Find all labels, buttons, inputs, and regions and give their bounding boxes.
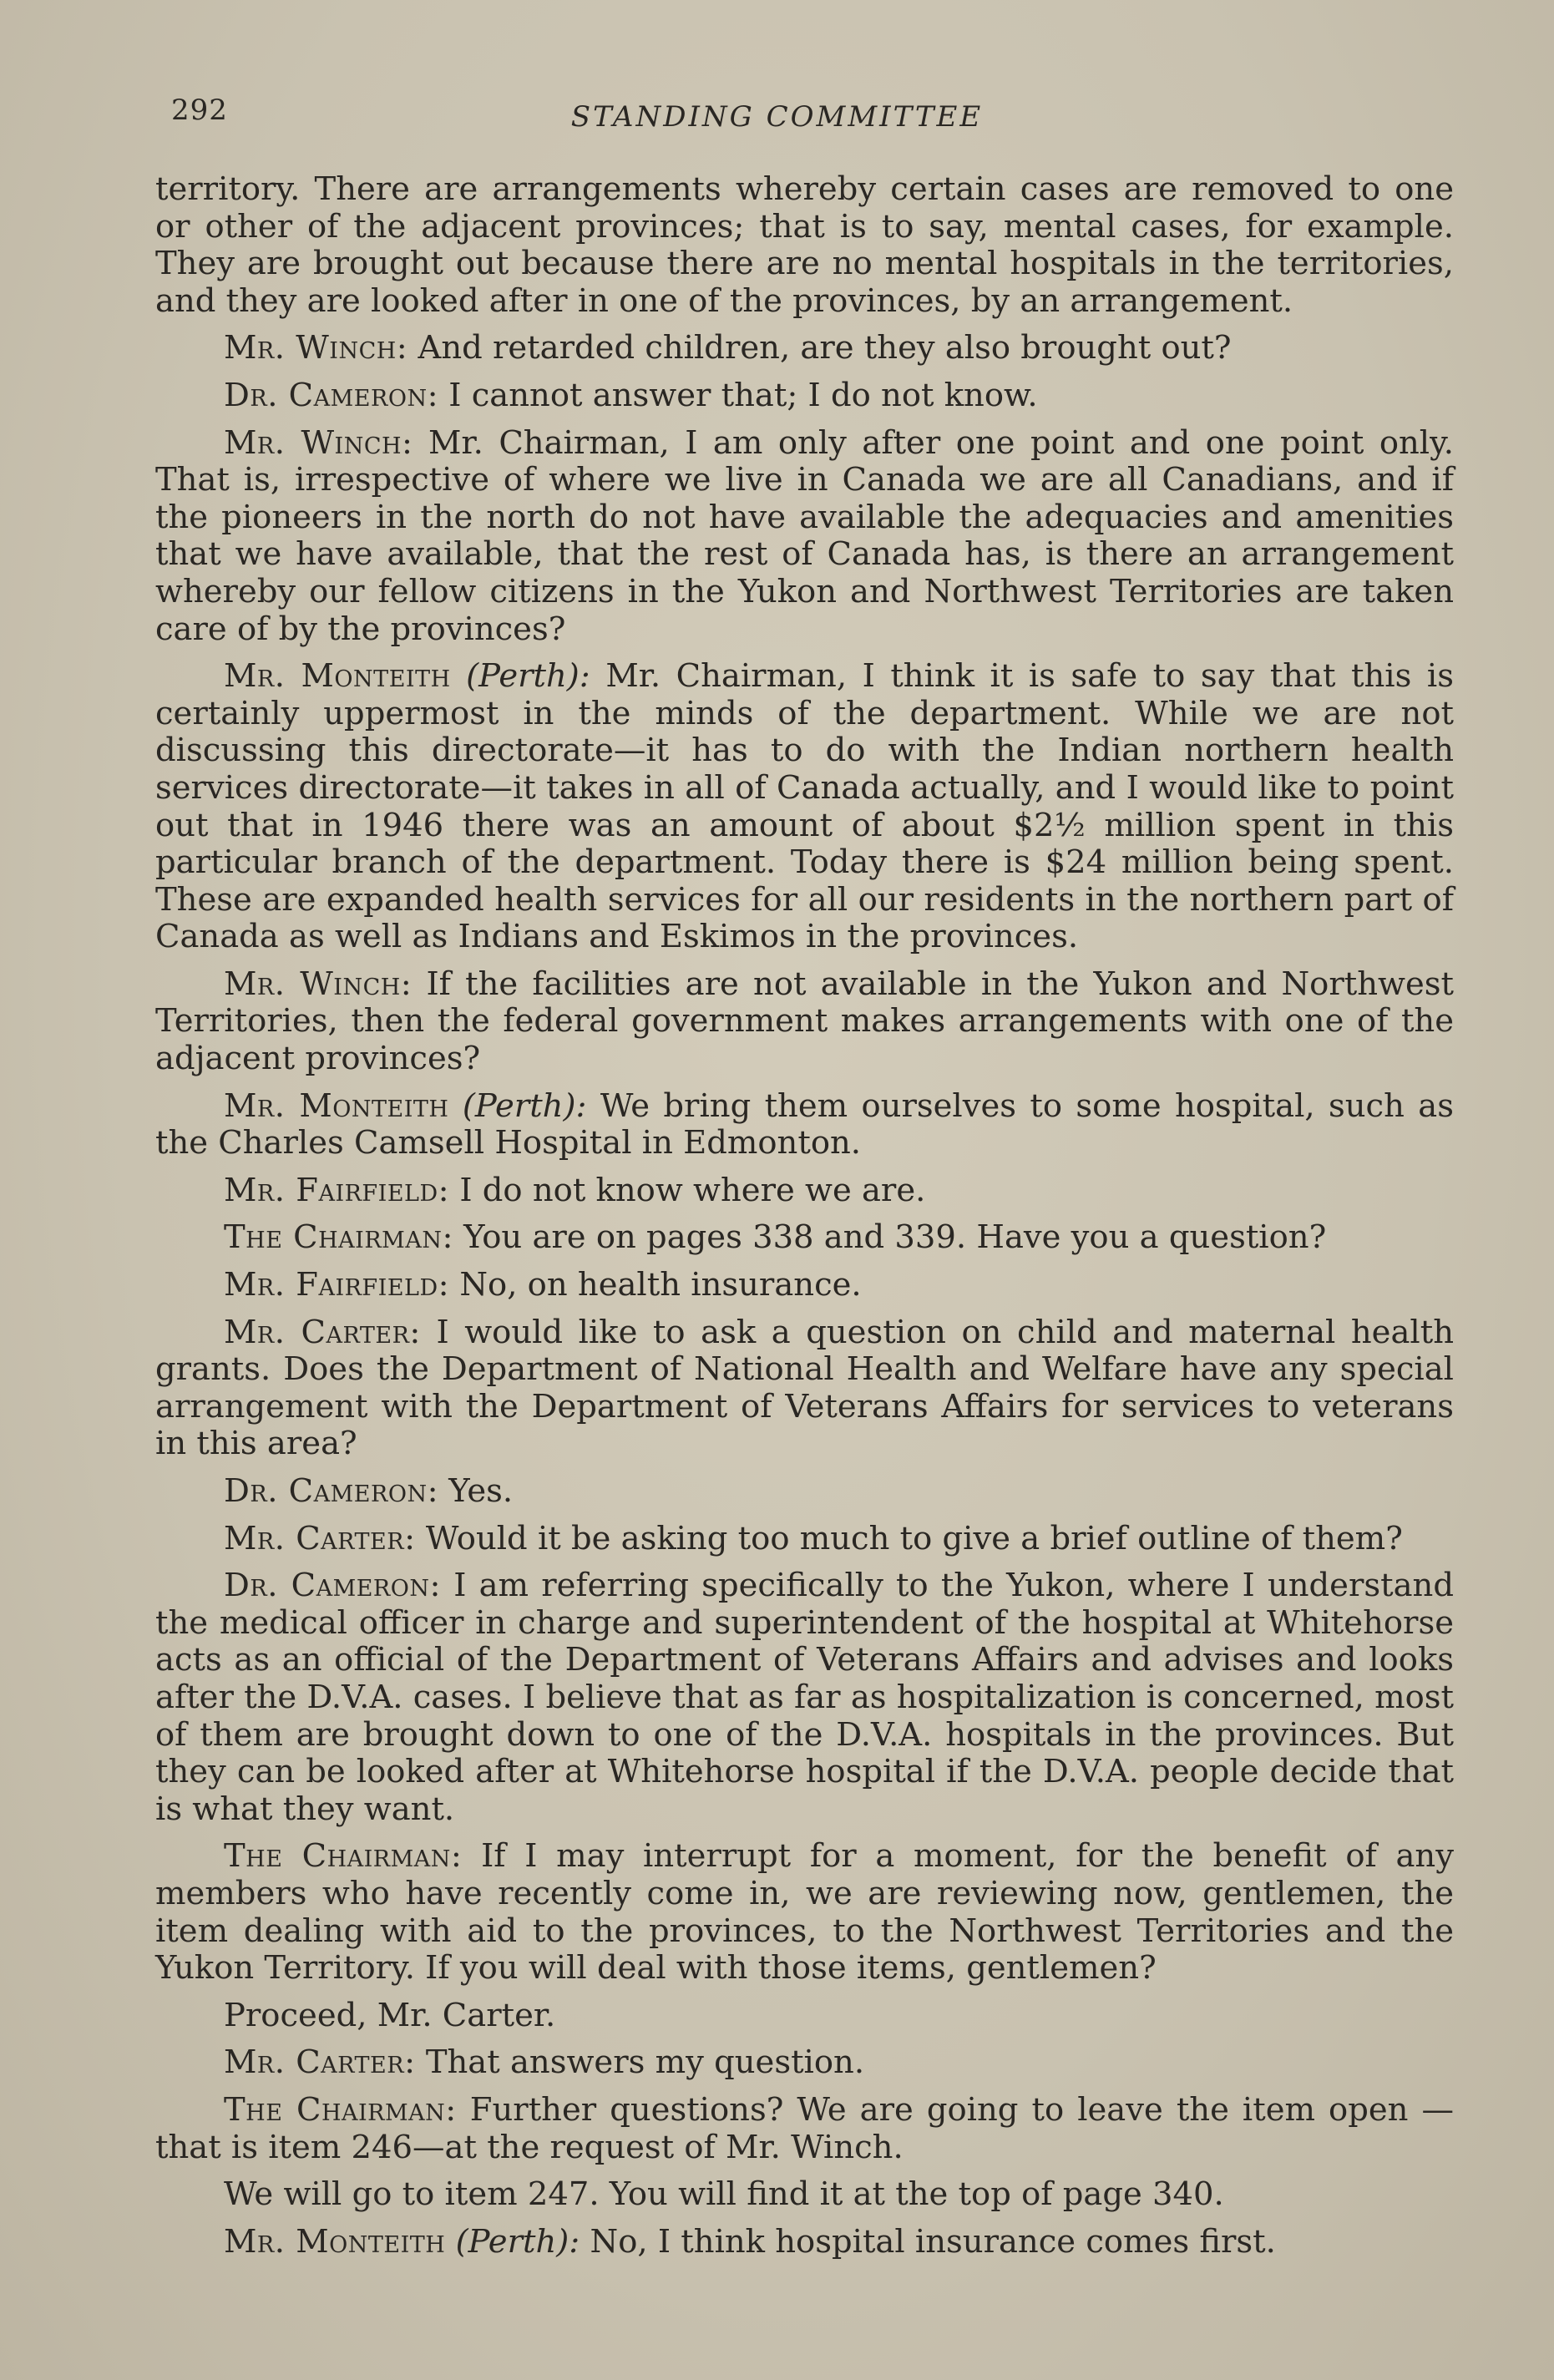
paragraph-17 bbox=[155, 2044, 1454, 2082]
paragraph-7 bbox=[155, 1088, 1454, 1162]
paragraph-3 bbox=[155, 377, 1454, 415]
speaker-name: Mr. Carter: bbox=[224, 1313, 421, 1351]
paragraph-13 bbox=[155, 1521, 1454, 1558]
paragraph-text: Mr. Chairman, I think it is safe to say that this is certainly uppermost in the minds of the department. While we are not discussing this directorate—it has to do with the Indian northern health services directorate—it takes in all of Canada actually, and I would like to point out that in 1946 there was an amount of about $2½ million spent in this particular branch of the department. Today there is $24 million being spent. These are expanded health services for all our residents in the northern part of Canada as well as Indians and Eskimos in the provinces. bbox=[155, 657, 1454, 956]
paragraph-text: I cannot answer that; I do not know. bbox=[448, 376, 1038, 414]
speaker-name: The Chairman: bbox=[224, 1218, 453, 1257]
speaker-name: Mr. Carter: bbox=[224, 1519, 416, 1557]
paragraph-text: No, on health insurance. bbox=[459, 1266, 862, 1304]
speaker-name: The Chairman: bbox=[224, 2090, 457, 2129]
paragraph-1 bbox=[155, 171, 1454, 320]
paragraph-text: Proceed, Mr. Carter. bbox=[224, 1996, 556, 2034]
speaker-riding: (Perth): bbox=[455, 2222, 580, 2261]
paragraph-text: That answers my question. bbox=[425, 2043, 865, 2082]
paragraph-text: You are on pages 338 and 339. Have you a question? bbox=[463, 1218, 1327, 1257]
paragraph-text: I would like to ask a question on child and maternal health grants. Does the Department of National Health and Welfare have any special arrangement with the Department of Veterans Affairs for services to veterans in this area? bbox=[155, 1313, 1454, 1463]
speaker-riding: (Perth): bbox=[466, 657, 590, 696]
paragraph-4 bbox=[155, 425, 1454, 649]
paragraph-19 bbox=[155, 2176, 1454, 2214]
speaker-name: Dr. Cameron: bbox=[224, 1567, 441, 1605]
paragraph-text: If the facilities are not available in the Yukon and Northwest Territories, then the federal government makes arrangements with one of the adjacent provinces? bbox=[155, 965, 1454, 1078]
speaker-name: Mr. Fairfield: bbox=[224, 1266, 450, 1304]
paragraph-2 bbox=[155, 330, 1454, 367]
paragraph-text: I do not know where we are. bbox=[459, 1171, 926, 1209]
transcript-body bbox=[155, 171, 1454, 2271]
speaker-name: Mr. Monteith bbox=[224, 2222, 446, 2261]
speaker-name: Dr. Cameron: bbox=[224, 376, 439, 414]
paragraph-15 bbox=[155, 1838, 1454, 1987]
paragraph-20 bbox=[155, 2224, 1454, 2261]
speaker-name: Mr. Fairfield: bbox=[224, 1171, 450, 1209]
paragraph-12 bbox=[155, 1473, 1454, 1511]
paragraph-text: I am referring specifically to the Yukon, where I understand the medical officer in charge and superintendent of the hospital at Whitehorse acts as an official of the Department of Veterans Affairs and advises and looks after the D.V.A. cases. I believe that as far as hospitalization is concerned, most of them are brought down to one of the D.V.A. hospitals in the provinces. But they can be looked after at Whitehorse hospital if the D.V.A. people decide that is what they want. bbox=[155, 1567, 1454, 1828]
paragraph-10 bbox=[155, 1267, 1454, 1304]
paragraph-text: And retarded children, are they also brought out? bbox=[418, 329, 1232, 367]
page-number: 292 bbox=[171, 94, 228, 127]
speaker-name: Mr. Winch: bbox=[224, 329, 408, 367]
paragraph-text: We will go to item 247. You will find it at the top of page 340. bbox=[224, 2175, 1224, 2214]
speaker-name: Mr. Carter: bbox=[224, 2043, 416, 2082]
paragraph-5 bbox=[155, 658, 1454, 956]
paragraph-14 bbox=[155, 1567, 1454, 1828]
paragraph-18 bbox=[155, 2092, 1454, 2166]
paragraph-text: Mr. Chairman, I am only after one point and one point only. That is, irrespective of where we live in Canada we are all Canadians, and if the pioneers in the north do not have available the adequacies and amenities that we have available, that the rest of Canada has, is there an arrangement whereby our fellow citizens in the Yukon and Northwest Territories are taken care of by the provinces? bbox=[155, 423, 1454, 648]
paragraph-text: Further questions? We are going to leave the item open —that is item 246—at the request of Mr. Winch. bbox=[155, 2090, 1455, 2166]
paragraph-16 bbox=[155, 1998, 1454, 2035]
paragraph-text: We bring them ourselves to some hospital, such as the Charles Camsell Hospital in Edmonton. bbox=[155, 1086, 1454, 1162]
paragraph-6 bbox=[155, 966, 1454, 1078]
speaker-name: Mr. Winch: bbox=[224, 423, 413, 462]
paragraph-text: Yes. bbox=[448, 1472, 514, 1510]
running-title: STANDING COMMITTEE bbox=[570, 100, 984, 134]
paragraph-text: If I may interrupt for a moment, for the benefit of any members who have recently come in, we are reviewing now, gentlemen, the item dealing with aid to the provinces, to the Northwest Territories and the Yukon Territory. If you will deal with those items, gentlemen? bbox=[155, 1837, 1454, 1988]
speaker-name: Mr. Monteith bbox=[224, 657, 451, 696]
speaker-riding: (Perth): bbox=[462, 1086, 587, 1125]
paragraph-text: territory. There are arrangements whereby certain cases are removed to one or other of the adjacent provinces; that is to say, mental cases, for example. They are brought out because there are no mental hospitals in the territories, and they are looked after in one of the provinces, by an arrangement. bbox=[155, 170, 1454, 320]
speaker-name: Mr. Monteith bbox=[224, 1086, 449, 1125]
paragraph-text: Would it be asking too much to give a brief outline of them? bbox=[425, 1519, 1403, 1557]
speaker-name: The Chairman: bbox=[224, 1837, 463, 1876]
paragraph-9 bbox=[155, 1219, 1454, 1257]
speaker-name: Mr. Winch: bbox=[224, 965, 413, 1003]
speaker-name: Dr. Cameron: bbox=[224, 1472, 439, 1510]
paragraph-8 bbox=[155, 1172, 1454, 1210]
paragraph-text: No, I think hospital insurance comes first. bbox=[590, 2222, 1276, 2261]
paragraph-11 bbox=[155, 1314, 1454, 1463]
page-header bbox=[0, 94, 1554, 144]
